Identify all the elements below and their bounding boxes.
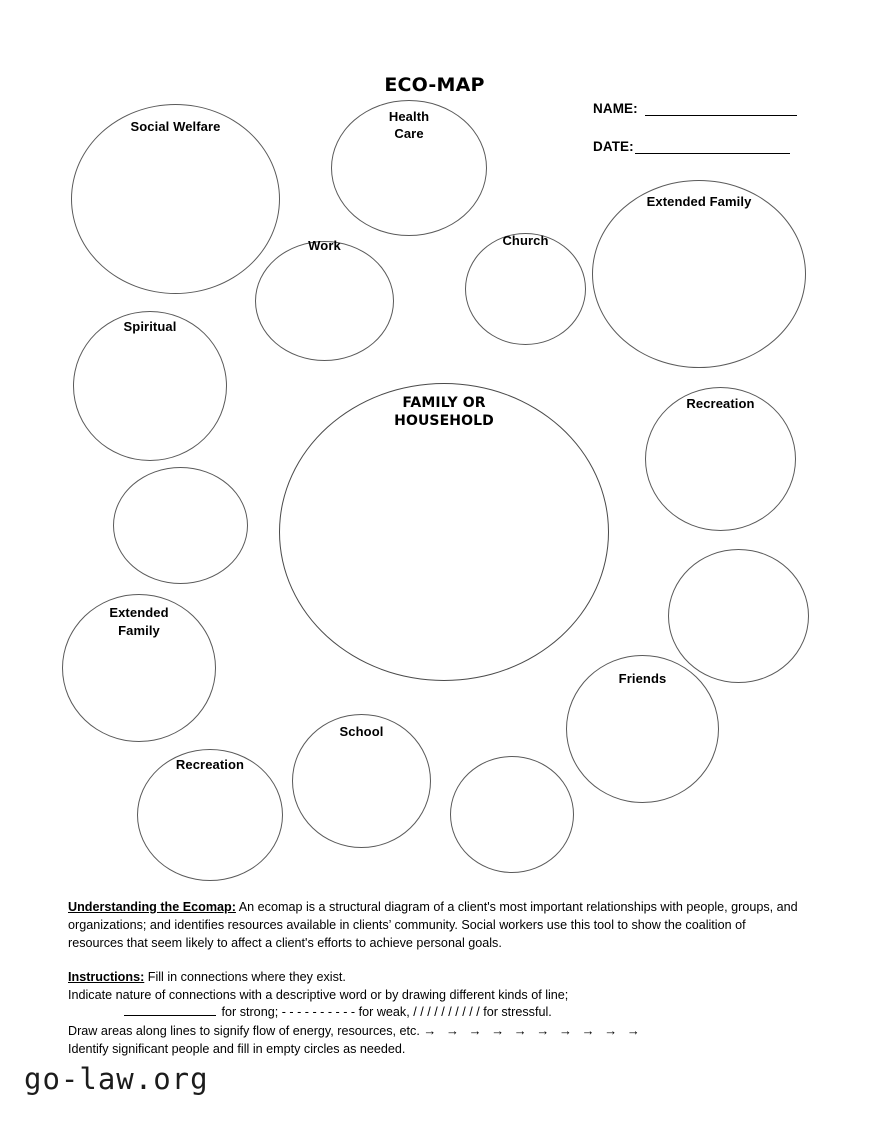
circle-extended-family-left[interactable]	[62, 594, 216, 742]
circle-work[interactable]	[255, 238, 394, 361]
date-field-label: DATE:	[593, 139, 634, 154]
circle-recreation-right-label: Recreation	[686, 396, 755, 411]
circle-spiritual-label: Spiritual	[123, 319, 177, 334]
circle-spiritual[interactable]	[73, 311, 227, 461]
name-field-row	[593, 101, 797, 116]
instructions-line-4	[68, 1022, 798, 1041]
energy-flow-arrows: → → → → → → → → → →	[423, 1023, 643, 1039]
circle-social-welfare[interactable]	[71, 104, 280, 294]
circle-empty-bottom-center[interactable]	[450, 756, 574, 873]
circle-family-label-2: HOUSEHOLD	[394, 413, 494, 429]
circle-recreation-left-label: Recreation	[175, 757, 245, 772]
circle-church[interactable]	[465, 233, 586, 345]
circle-extended-family-right[interactable]	[592, 180, 806, 368]
circle-work-label: Work	[308, 238, 341, 253]
strong-line-sample	[124, 1004, 216, 1016]
circle-social-welfare-label: Social Welfare	[130, 119, 221, 134]
circle-friends-label: Friends	[618, 671, 667, 686]
circle-health-care-label-2: Care	[394, 126, 424, 141]
instructions-lead: Instructions:	[68, 969, 145, 984]
instructions-line-2: Indicate nature of connections with a descriptive word or by drawing different kinds of line;	[68, 987, 569, 1002]
circle-extended-family-right-label: Extended Family	[646, 194, 752, 209]
date-field-row	[593, 139, 790, 154]
instructions-line-3	[68, 1004, 798, 1022]
circle-church-label: Church	[502, 233, 549, 248]
circle-school[interactable]	[292, 714, 431, 848]
instructions-line-5: Identify significant people and fill in empty circles as needed.	[68, 1042, 406, 1057]
circle-extended-family-left-label-2: Family	[118, 623, 160, 638]
instructions-line-4-text: Draw areas along lines to signify flow of energy, resources, etc.	[68, 1024, 424, 1039]
paragraph-understanding	[68, 899, 798, 953]
date-input-line[interactable]	[635, 140, 790, 154]
understanding-body: An ecomap is a structural diagram of a client's most important relationships with people, groups, and organizations; and identifies resources available in clients’ community. Social workers use this tool to show the coalition of resources that seem likely to affect a client's efforts to achieve personal goals.	[68, 900, 798, 950]
instructions-line-3-text: for strong; - - - - - - - - - - for weak, / / / / / / / / / / for stressful.	[218, 1005, 552, 1020]
circle-friends[interactable]	[566, 655, 719, 803]
circle-empty-left-upper[interactable]	[113, 467, 248, 584]
circle-school-label: School	[339, 724, 384, 739]
circle-health-care-label-1: Health	[388, 109, 430, 124]
circle-health-care[interactable]	[331, 100, 487, 236]
circle-empty-right-lower[interactable]	[668, 549, 809, 683]
instructions-line-1-text: Fill in connections where they exist.	[144, 969, 346, 984]
name-input-line[interactable]	[645, 102, 797, 116]
circle-recreation-left[interactable]	[137, 749, 283, 881]
circle-family-label-1: FAMILY OR	[402, 395, 486, 411]
circle-extended-family-left-label-1: Extended	[109, 605, 169, 620]
circle-family-or-household[interactable]	[279, 383, 609, 681]
watermark: go-law.org	[24, 1062, 209, 1096]
name-field-label: NAME:	[593, 101, 638, 116]
page-title: ECO-MAP	[384, 74, 485, 96]
circle-recreation-right[interactable]	[645, 387, 796, 531]
instructions-line-1	[68, 969, 798, 987]
understanding-lead: Understanding the Ecomap:	[68, 900, 236, 914]
footer-text-block	[68, 899, 798, 1059]
